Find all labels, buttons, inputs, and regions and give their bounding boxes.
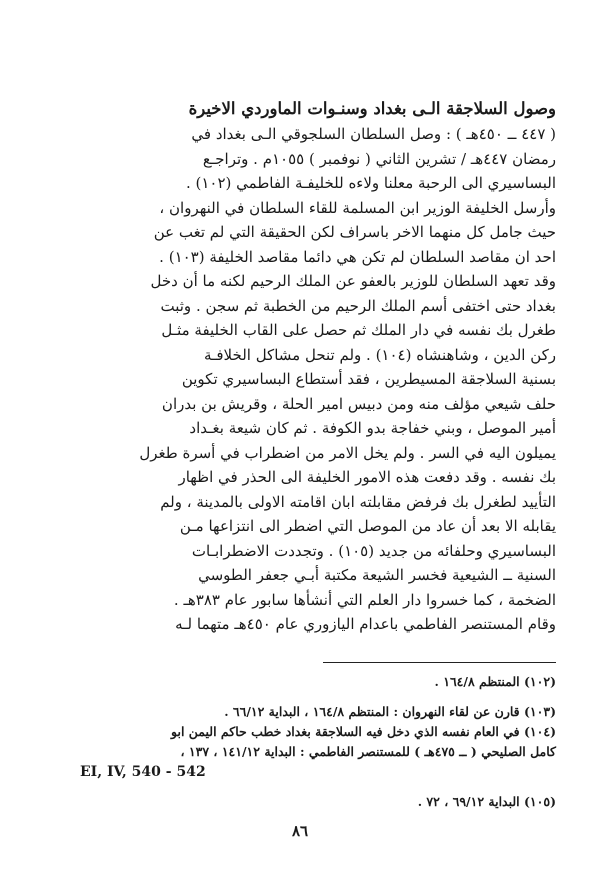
section-heading: وصول السلاجقة الـى بغداد وسنـوات الماوردي الاخيرة bbox=[188, 99, 556, 118]
footnote-104: (١٠٤) في العام نفسه الذي دخل فيه السلاجقة بغداد خطب حاكم اليمن ابو bbox=[171, 724, 556, 739]
text-line: طغرل بك نفسه في دار الملك ثم حصل على القاب الخليفة مثـل bbox=[161, 321, 556, 339]
footnote-105: (١٠٥) البداية ٦٩/١٢ ، ٧٢ . bbox=[417, 794, 556, 809]
text-line: حلف شيعي مؤلف منه ومن دبيس امير الحلة ، وقريش بن بدران bbox=[161, 394, 556, 413]
footnote-divider bbox=[323, 662, 556, 663]
text-line: ( ٤٤٧ ــ ٤٥٠هـ ) : وصل السلطان السلجوقي الـى بغداد في bbox=[191, 125, 556, 143]
footnotes bbox=[60, 672, 556, 812]
text-line: البساسيري وحلفائه من جديد (١٠٥) . وتجددت الاضطرابـات bbox=[191, 541, 556, 560]
text-line: البساسيري الى الرحبة معلنا ولاءه للخليفـة الفاطمي (١٠٢) . bbox=[185, 174, 556, 192]
text-line: حيث جامل كل منهما الاخر باسراف لكن الحقيقة التي لم تغب عن bbox=[153, 223, 556, 241]
footnote-104-continued: كامل الصليحي ( ــ ٤٧٥هـ ) للمستنصر الفاطمي : البداية ١٤١/١٢ ، ١٣٧ ، bbox=[180, 744, 556, 759]
text-line: احد ان مقاصد السلطان لم تكن هي دائما مقاصد الخليفة (١٠٣) . bbox=[159, 247, 556, 266]
footnote-103: (١٠٣) قارن عن لقاء النهروان : المنتظم ١٦٤/٨ ، البداية ٦٦/١٢ . bbox=[224, 704, 556, 719]
page-number: ٨٦ bbox=[291, 822, 309, 840]
text-line: وقام المستنصر الفاطمي باعدام اليازوري عام ٤٥٠هـ متهما لـه bbox=[175, 615, 556, 633]
text-line: يميلون اليه في السر . ولم يخل الامر من اضطراب في أسرة طغرل bbox=[139, 443, 556, 462]
text-line: أمير الموصل ، وبني خفاجة بدو الكوفة . ثم كان شيعة بغـداد bbox=[189, 419, 556, 437]
footnote-104-reference: EI, IV, 540 - 542 bbox=[80, 764, 206, 780]
text-line: يقابله الا بعد أن عاد من الموصل التي اضطر الى انتزاعها مـن bbox=[179, 517, 556, 535]
main-text bbox=[74, 96, 556, 637]
text-line: وقد تعهد السلطان للوزير بالعفو عن الملك الرحيم لكنه ما أن دخل bbox=[150, 272, 556, 290]
text-line: ركن الدين ، وشاهنشاه (١٠٤) . ولم تنحل مشاكل الخلافـة bbox=[203, 345, 556, 364]
text-line: السنية ــ الشيعية فخسر الشيعة مكتبة أبـي جعفر الطوسي bbox=[198, 566, 556, 584]
text-line: التأييد لطغرل بك فرفض مقابلته ابان اقامته الاولى بالمدينة ، ولم bbox=[160, 492, 556, 511]
footnote-102: (١٠٢) المنتظم ١٦٤/٨ . bbox=[434, 674, 556, 689]
text-line: بغداد حتى اختفى أسم الملك الرحيم من الخطبة ثم سجن . وثبت bbox=[160, 296, 556, 315]
text-line: وأرسل الخليفة الوزير ابن المسلمة للقاء السلطان في النهروان ، bbox=[159, 198, 556, 217]
text-line: بك نفسه . وقد دفعت هذه الامور الخليفة الى الحذر في اظهار bbox=[178, 468, 556, 486]
text-line: بسنية السلاجقة المسيطرين ، فقد أستطاع البساسيري تكوين bbox=[181, 370, 556, 388]
text-line: الضخمة ، كما خسروا دار العلم التي أنشأها سابور عام ٣٨٣هـ . bbox=[173, 590, 556, 609]
text-line: رمضان ٤٤٧هـ / تشرين الثاني ( نوفمبر ) ١٠٥٥م . وتراجـع bbox=[202, 149, 556, 168]
